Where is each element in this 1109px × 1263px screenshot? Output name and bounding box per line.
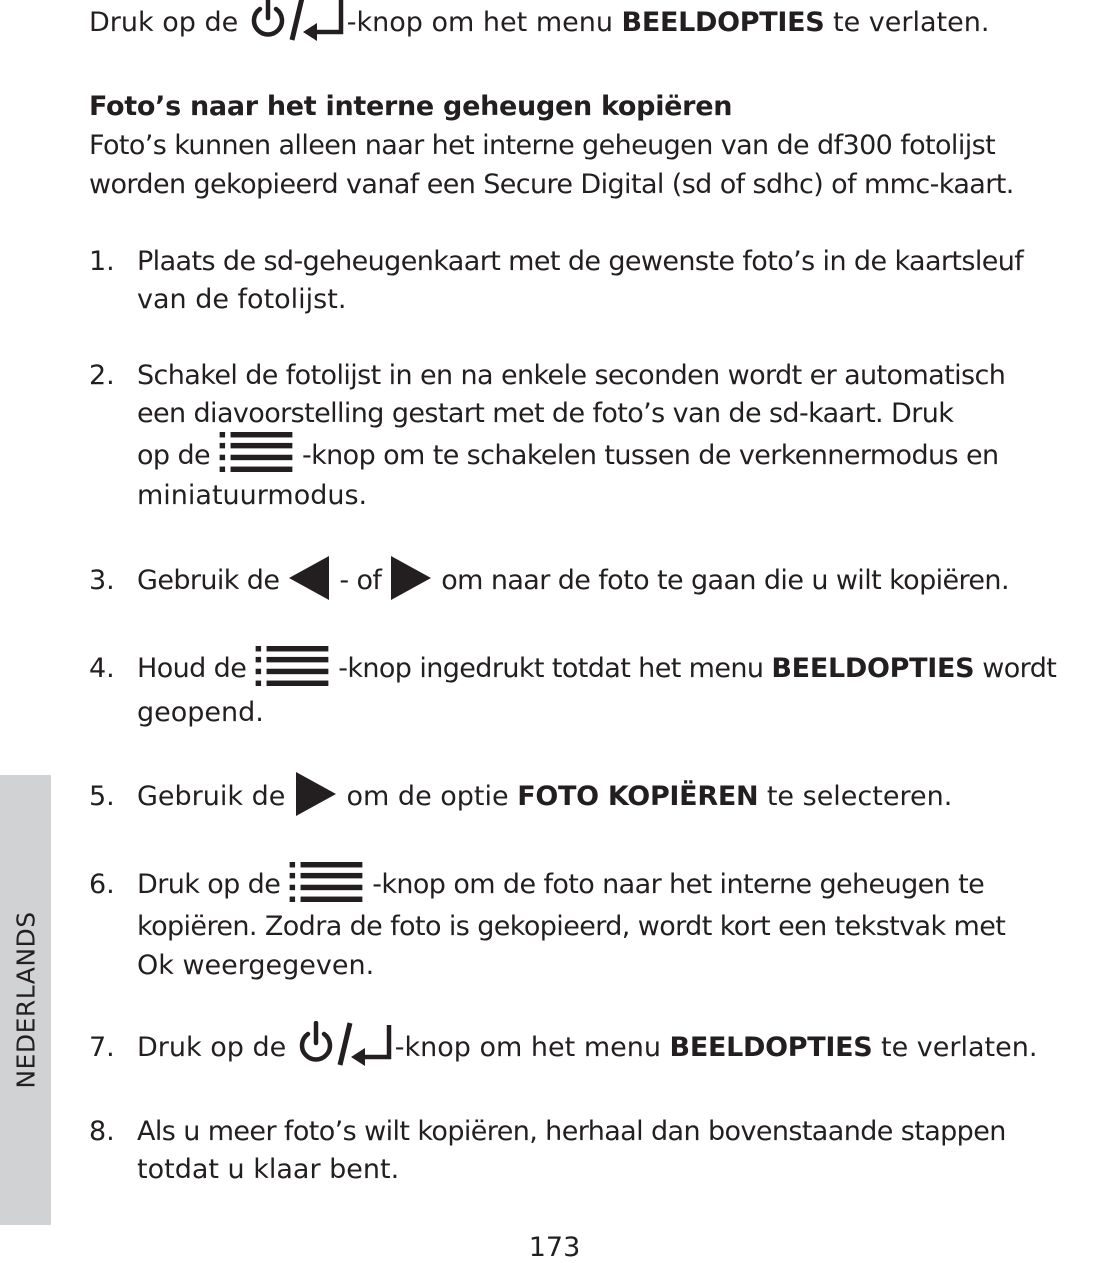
- step-text: Ok weergegeven.: [137, 950, 375, 981]
- step-text: Gebruik de - of om naar de foto te gaan die u wilt kopiëren.: [137, 562, 1009, 601]
- step-text: Als u meer foto’s wilt kopiëren, herhaal dan bovenstaande stappen: [137, 1116, 1006, 1147]
- step-text: Gebruik de om de optie FOTO KOPIËREN te selecteren.: [137, 778, 952, 817]
- power-back-icon: [247, 0, 347, 42]
- intro-post: -knop om het menu: [346, 7, 622, 38]
- step-number: 6.: [89, 869, 115, 900]
- step-number: 2.: [89, 360, 115, 391]
- right-arrow-icon: [389, 555, 433, 601]
- step-number: 4.: [89, 653, 115, 684]
- step-number: 8.: [89, 1116, 115, 1147]
- step-number: 7.: [89, 1032, 115, 1063]
- step-text: geopend.: [137, 697, 264, 728]
- step-text: kopiëren. Zodra de foto is gekopieerd, wordt kort een tekstvak met: [137, 911, 1006, 942]
- step-number: 3.: [89, 565, 115, 596]
- step-number: 5.: [89, 781, 115, 812]
- step-text: een diavoorstelling gestart met de foto’s van de sd-kaart. Druk: [137, 398, 954, 429]
- right-arrow-icon: [294, 771, 338, 817]
- left-arrow-icon: [287, 555, 331, 601]
- section-intro-line1: Foto’s kunnen alleen naar het interne geheugen van de df300 fotolijst: [89, 130, 996, 161]
- menu-icon: [288, 862, 364, 902]
- step-text: Houd de -knop ingedrukt totdat het menu BEELDOPTIES wordt: [137, 650, 1056, 688]
- menu-icon: [254, 646, 330, 686]
- power-back-icon: [295, 1021, 395, 1067]
- intro-pre: Druk op de: [89, 7, 247, 38]
- section-intro-line2: worden gekopieerd vanaf een Secure Digital (sd of sdhc) of mmc-kaart.: [89, 169, 1014, 200]
- menu-icon: [218, 432, 294, 472]
- step-text: van de fotolijst.: [137, 284, 347, 315]
- intro-bold: BEELDOPTIES: [621, 7, 825, 38]
- step-text: totdat u klaar bent.: [137, 1154, 400, 1185]
- step-text: miniatuurmodus.: [137, 480, 368, 511]
- intro-end: te verlaten.: [824, 7, 990, 38]
- step-text: Schakel de fotolijst in en na enkele seconden wordt er automatisch: [137, 360, 1006, 391]
- side-tab-label: NEDERLANDS: [11, 911, 41, 1089]
- section-title-text: Foto’s naar het interne geheugen kopiëren: [89, 91, 733, 122]
- step-text: Druk op de -knop om de foto naar het interne geheugen te: [137, 866, 984, 904]
- step-text: Plaats de sd-geheugenkaart met de gewenste foto’s in de kaartsleuf: [137, 246, 1024, 277]
- intro-line: [89, 4, 1109, 42]
- step-text: op de -knop om te schakelen tussen de verkennermodus en: [137, 437, 999, 475]
- step-number: 1.: [89, 246, 115, 277]
- step-text: Druk op de -knop om het menu BEELDOPTIES te verlaten.: [137, 1029, 1037, 1067]
- page-number: 173: [528, 1232, 581, 1263]
- section-title: [89, 88, 1109, 126]
